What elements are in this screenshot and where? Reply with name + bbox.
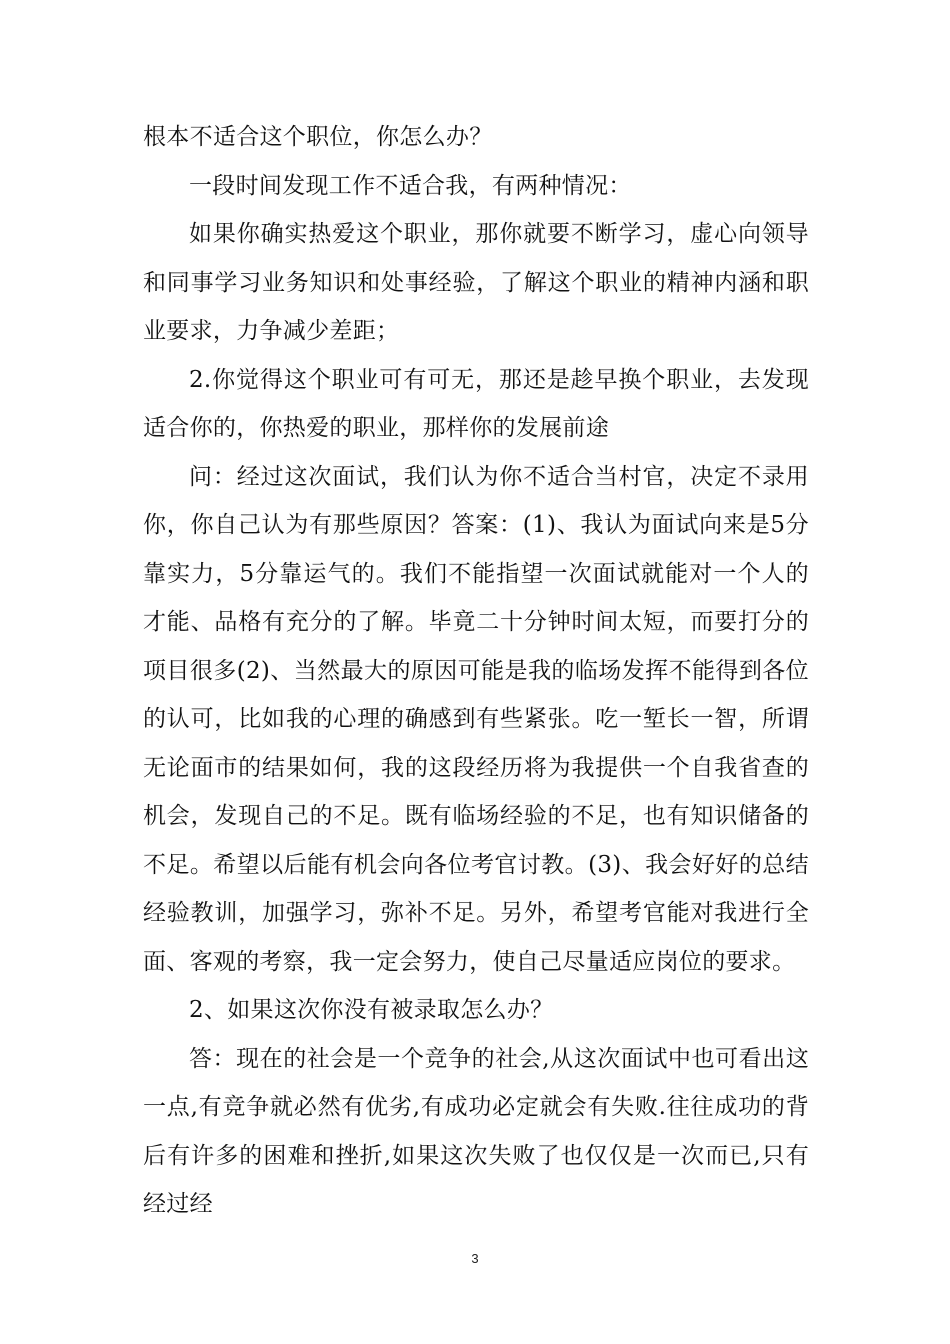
paragraph: 2、如果这次你没有被录取怎么办？ — [189, 997, 554, 1023]
page-number: 3 — [471, 1251, 479, 1266]
document-body — [143, 113, 809, 1229]
paragraph: 2.你觉得这个职业可有可无，那还是趁早换个职业，去发现适合你的，你热爱的职业，那样你的发展前途 — [143, 366, 809, 441]
paragraph: 答：现在的社会是一个竞争的社会,从这次面试中也可看出这一点,有竞争就必然有优劣,有成功必定就会有失败.往往成功的背后有许多的困难和挫折,如果这次失败了也仅仅是一次而已,只有经过经 — [143, 1045, 809, 1217]
paragraph: 根本不适合这个职位，你怎么办？ — [143, 124, 493, 150]
paragraph: 如果你确实热爱这个职业，那你就要不断学习，虚心向领导和同事学习业务知识和处事经验，了解这个职业的精神内涵和职业要求，力争减少差距； — [143, 221, 809, 344]
paragraph: 一段时间发现工作不适合我，有两种情况： — [189, 172, 632, 199]
paragraph: 问：经过这次面试，我们认为你不适合当村官，决定不录用你，你自己认为有那些原因？答案：(1)、我认为面试向来是5分靠实力，5分靠运气的。我们不能指望一次面试就能对一个人的才能、品格有充分的了解。毕竟二十分钟时间太短，而要打分的项目很多(2)、当然最大的原因可能是我的临场发挥不能得到各位的认可，比如我的心理的确感到有些紧张。吃一堑长一智，所谓无论面市的结果如何，我的这段经历将为我提供一个自我省查的机会，发现自己的不足。既有临场经验的不足，也有知识储备的不足。希望以后能有机会向各位考官讨教。(3)、我会好好的总结经验教训，加强学习，弥补不足。另外，希望考官能对我进行全面、客观的考察，我一定会努力，使自己尽量适应岗位的要求。 — [143, 463, 809, 975]
